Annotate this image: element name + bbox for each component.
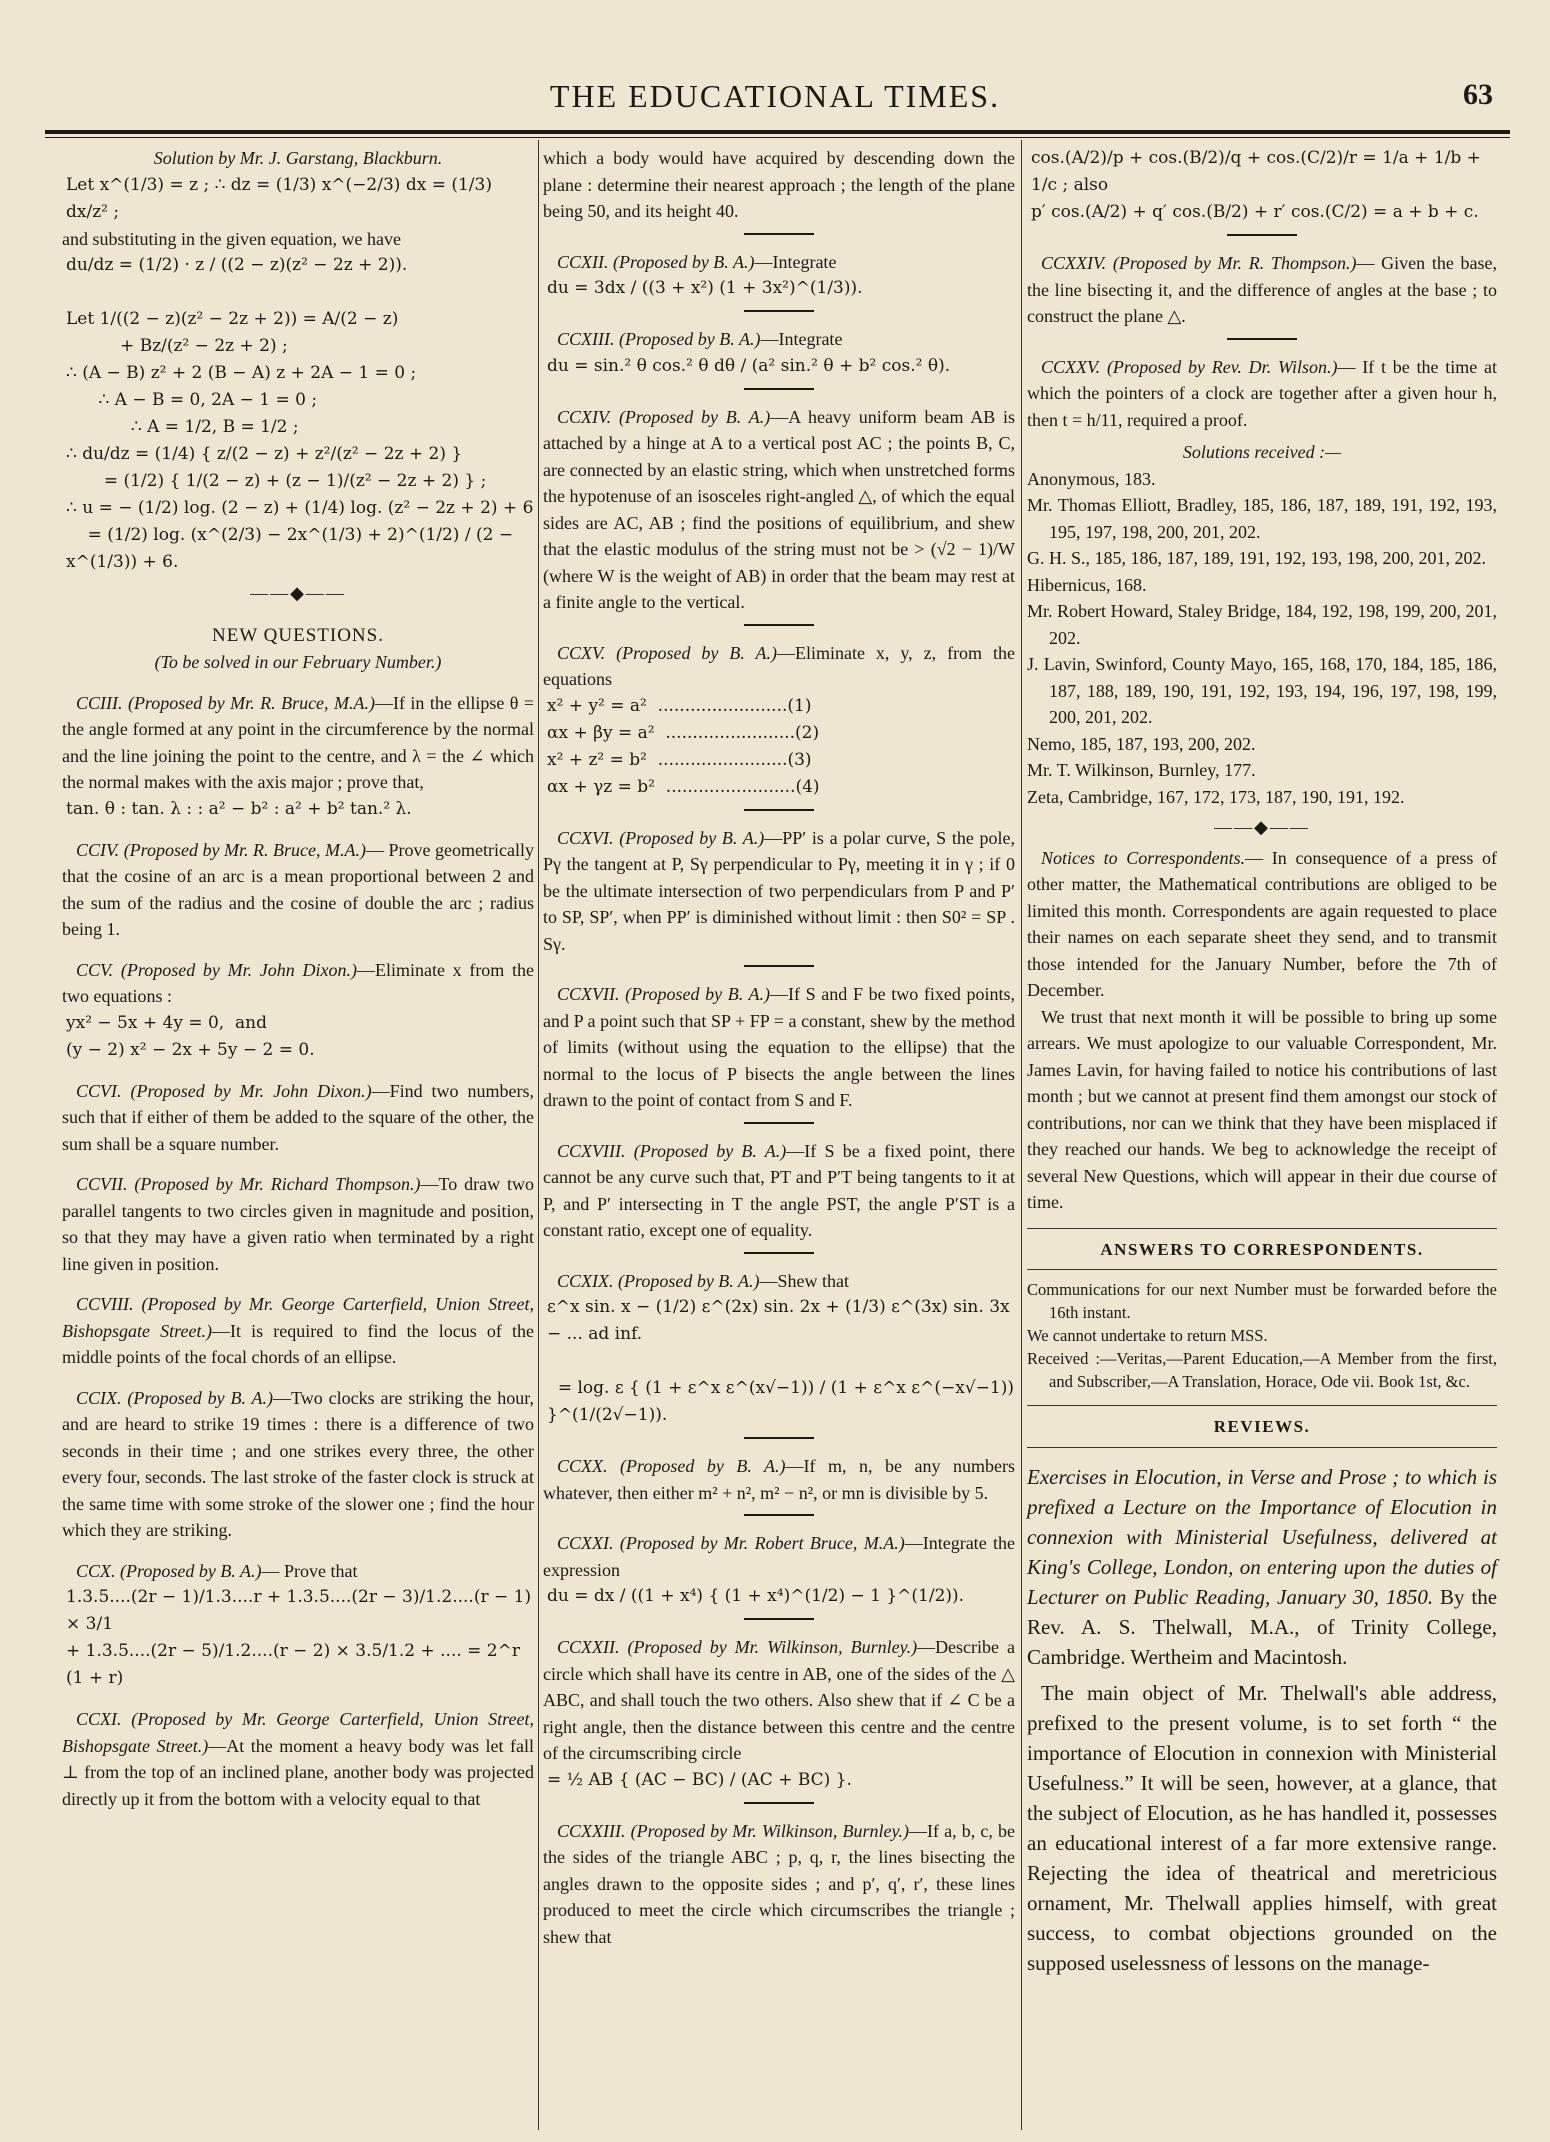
- divider: [1227, 338, 1297, 340]
- divider: [744, 1802, 814, 1804]
- reviews-heading: REVIEWS.: [1213, 1417, 1311, 1436]
- question-204: [62, 837, 534, 943]
- divider: [744, 1122, 814, 1124]
- question-heading: CCXVI. (Proposed by B. A.): [557, 827, 765, 848]
- question-heading: CCV. (Proposed by Mr. John Dixon.): [76, 959, 357, 980]
- question-218: [543, 1138, 1015, 1244]
- question-heading: CCXV. (Proposed by B. A.): [557, 642, 777, 663]
- question-heading: CCIV. (Proposed by Mr. R. Bruce, M.A.): [76, 839, 367, 860]
- solution-heading: Solution by Mr. J. Garstang, Blackburn.: [153, 148, 443, 168]
- question-text: —If S and F be two fixed points, and P a point such that SP + FP = a constant, shew by the method of limits (without using the equation to the ellipse) that the normal to the locus of P bisects the angle between the lines drawn to the point of contact from S and F.: [543, 984, 1015, 1110]
- question-220: [543, 1453, 1015, 1506]
- header-rule-thin: [45, 137, 1510, 138]
- question-heading: CCXIII. (Proposed by B. A.): [557, 329, 761, 349]
- question-heading: CCIX. (Proposed by B. A.): [76, 1387, 274, 1408]
- divider: [744, 1514, 814, 1516]
- question-text: —Integrate: [760, 329, 843, 349]
- question-text: —At the moment a heavy body was let fall ⊥ from the top of an inclined plane, another body was projected directly up it from the bottom with a velocity equal to that: [62, 1735, 535, 1809]
- question-212: [543, 249, 1015, 276]
- column-divider: [538, 140, 539, 2130]
- question-text: —Find two numbers, such that if either of them be added to the square of the other, the sum shall be a square number.: [62, 1080, 534, 1154]
- question-heading: CCVIII. (Proposed by Mr. George Carterfield, Union Street, Bishopsgate Street.): [62, 1294, 534, 1341]
- question-heading: CCVI. (Proposed by Mr. John Dixon.): [76, 1080, 372, 1101]
- question-text: —If a, b, c, be the sides of the triangle ABC ; p, q, r, the lines bisecting the angles drawn to the opposite sides ; and p′, q′, r′, these lines produced to meet the circle which circumscribes the triangle ; shew that: [543, 1820, 1015, 1947]
- question-225: [1027, 354, 1497, 434]
- divider: [744, 1618, 814, 1620]
- question-221: [543, 1530, 1015, 1583]
- question-206: [62, 1078, 534, 1158]
- question-heading: CCXXI. (Proposed by Mr. Robert Bruce, M.A.): [557, 1533, 905, 1553]
- question-heading: CCXII. (Proposed by B. A.): [557, 251, 755, 272]
- question-text: — Prove that: [261, 1560, 358, 1581]
- solutions-entry: J. Lavin, Swinford, County Mayo, 165, 168, 170, 184, 185, 186, 187, 188, 189, 190, 191, 192, 193, 194, 196, 197, 198, 199, 200, 201, 202.: [1027, 654, 1497, 727]
- solution-text: and substituting in the given equation, we have: [62, 228, 401, 249]
- question-heading: CCXIV. (Proposed by B. A.): [557, 406, 771, 427]
- review-byline: By the Rev. A. S. Thelwall, M.A., of Trinity College, Cambridge. Wertheim and Macintosh.: [1027, 1584, 1498, 1669]
- question-heading: CCVII. (Proposed by Mr. Richard Thompson.): [76, 1174, 421, 1194]
- ornament-divider: ——◆——: [250, 583, 346, 603]
- header-rule: [45, 130, 1510, 134]
- question-text: —Two clocks are striking the hour, and are heard to strike 19 times : there is a difference of two seconds in their time ; and one strikes every three, the other every four, seconds. The last stroke of the faster clock is struck at the same time with some stroke of the slower one ; find the hour which they are striking.: [62, 1387, 534, 1540]
- question-219: [543, 1268, 1015, 1295]
- section-rule: [1027, 1228, 1497, 1229]
- divider: [744, 310, 814, 312]
- column-1: [62, 145, 534, 1812]
- section-rule: [1027, 1269, 1497, 1270]
- solutions-entry: Zeta, Cambridge, 167, 172, 173, 187, 190, 191, 192.: [1027, 786, 1405, 807]
- question-heading: CCXX. (Proposed by B. A.): [557, 1456, 786, 1476]
- question-211: [62, 1706, 534, 1812]
- question-224: [1027, 250, 1497, 330]
- answers-heading: ANSWERS TO CORRESPONDENTS.: [1100, 1239, 1424, 1259]
- column-2: [543, 145, 1015, 1950]
- page-number: 63: [1463, 78, 1493, 111]
- divider: [744, 233, 814, 235]
- solutions-entry: Mr. Thomas Elliott, Bradley, 185, 186, 187, 189, 191, 192, 193, 195, 197, 198, 200, 201, 202.: [1027, 495, 1497, 542]
- question-heading: CCXIX. (Proposed by B. A.): [557, 1270, 760, 1291]
- divider: [744, 388, 814, 390]
- question-203: [62, 690, 534, 796]
- answers-entry: Communications for our next Number must be forwarded before the 16th instant.: [1027, 1280, 1497, 1322]
- solutions-entry: Mr. Robert Howard, Staley Bridge, 184, 192, 198, 199, 200, 201, 202.: [1027, 601, 1497, 648]
- question-213: [543, 326, 1015, 353]
- question-223: [543, 1818, 1015, 1951]
- question-205: [62, 957, 534, 1010]
- question-223-math: cos.(A/2)/p + cos.(B/2)/q + cos.(C/2)/r = 1/a + 1/b + 1/c ; also p′ cos.(A/2) + q′ cos.(B/2) + r′ cos.(C/2) = a + b + c.: [1031, 148, 1481, 222]
- divider: [744, 1252, 814, 1254]
- solutions-entry: Anonymous, 183.: [1027, 468, 1156, 489]
- question-text: —If in the ellipse θ = the angle formed at any point in the circumference by the normal and the line joining the point to the centre, and λ = the ∠ which the normal makes with the axis major ; prove that,: [62, 692, 534, 792]
- question-214: [543, 404, 1015, 616]
- notices-text: — In consequence of a press of other matter, the Mathematical contributions are obliged to be limited this month. Correspondents are again requested to place their names on each separate sheet they send, and to transmit those intended for the January Number, before the 7th of December.: [1027, 847, 1497, 1000]
- review-title-text: Exercises in Elocution, in Verse and Prose ; to which is prefixed a Lecture on the Importance of Elocution in connexion with Ministerial Usefulness, delivered at King's College, London, on entering upon the duties of Lecturer on Public Reading, January 30, 1850.: [1027, 1464, 1497, 1609]
- solutions-entry: Hibernicus, 168.: [1027, 574, 1147, 595]
- divider: [744, 1437, 814, 1439]
- question-heading: CCIII. (Proposed by Mr. R. Bruce, M.A.): [76, 692, 375, 713]
- question-math: ε^x sin. x − (1/2) ε^(2x) sin. 2x + (1/3) ε^(3x) sin. 3x − ... ad inf. = log. ε { (1 + ε^x ε^(x√−1)) / (1 + ε^x ε^(−x√−1)) }^(1/(2√−1)).: [547, 1297, 1014, 1425]
- question-math: tan. θ : tan. λ : : a² − b² : a² + b² tan.² λ.: [66, 798, 412, 819]
- question-text: — Prove geometrically that the cosine of an arc is a mean proportional between 2 and the sum of the radius and the cosine of double the arc ; radius being 1.: [62, 839, 535, 939]
- solutions-entry: G. H. S., 185, 186, 187, 189, 191, 192, 193, 198, 200, 201, 202.: [1027, 548, 1487, 568]
- solutions-entry: Mr. T. Wilkinson, Burnley, 177.: [1027, 760, 1256, 780]
- publication-title: THE EDUCATIONAL TIMES.: [549, 78, 1001, 114]
- column-3: [1027, 145, 1497, 1978]
- solutions-entry: Nemo, 185, 187, 193, 200, 202.: [1027, 733, 1256, 754]
- answers-entry: Received :—Veritas,—Parent Education,—A Member from the first, and Subscriber,—A Translation, Horace, Ode vii. Book 1st, &c.: [1027, 1349, 1497, 1391]
- solution-math-2: du/dz = (1/2) · z / ((2 − z)(z² − 2z + 2)). Let 1/((2 − z)(z² − 2z + 2)) = A/(2 − z) + Bz/(z² − 2z + 2) ; ∴ (A − B) z² + 2 (B − A) z + 2A − 1 = 0 ; ∴ A − B = 0, 2A − 1 = 0 ; ∴ A = 1/2, B = 1/2 ; ∴ du/dz = (1/4) { z/(2 − z) + z²/(z² − 2z + 2) } = (1/2) { 1/(2 − z) + (z − 1)/(z² − 2z + 2) } ; ∴ u = − (1/2) log. (2 − z) + (1/4) log. (z² − 2z + 2) + 6 = (1/2) log. (x^(2/3) − 2x^(1/3) + 2)^(1/2) / (2 − x^(1/3)) + 6.: [66, 255, 534, 572]
- question-heading: CCXVII. (Proposed by B. A.): [557, 984, 771, 1004]
- question-math: du = 3dx / ((3 + x²) (1 + 3x²)^(1/3)).: [547, 278, 863, 298]
- question-text: — Given the base, the line bisecting it, and the difference of angles at the base ; to construct the plane △.: [1027, 253, 1497, 326]
- masthead: [45, 78, 1505, 126]
- new-questions-heading: NEW QUESTIONS.: [212, 624, 384, 646]
- question-text: —If S be a fixed point, there cannot be any curve such that, PT and P′T being tangents to it at P, and P′ intersecting in T the angle PST, the angle P′ST is a constant ratio, except one of equality.: [543, 1140, 1015, 1240]
- question-text: —It is required to find the locus of the middle points of the focal chords of an ellipse.: [62, 1320, 534, 1367]
- question-text: —Describe a circle which shall have its centre in AB, one of the sides of the △ ABC, and shall touch the two others. Also shew that if ∠ C be a right angle, then the distance between this centre and the centre of the circumscribing circle: [543, 1637, 1015, 1763]
- section-rule: [1027, 1447, 1497, 1448]
- question-heading: CCX. (Proposed by B. A.): [76, 1560, 262, 1581]
- question-heading: CCXVIII. (Proposed by B. A.): [557, 1140, 787, 1161]
- divider: [744, 965, 814, 967]
- review-title: [1027, 1462, 1497, 1672]
- question-215: [543, 640, 1015, 693]
- section-rule: [1027, 1405, 1497, 1406]
- question-math: yx² − 5x + 4y = 0, and (y − 2) x² − 2x + 5y − 2 = 0.: [66, 1012, 315, 1060]
- question-math: du = dx / ((1 + x⁴) { (1 + x⁴)^(1/2) − 1 }^(1/2)).: [547, 1586, 965, 1606]
- question-text: —To draw two parallel tangents to two circles given in magnitude and position, so that they may have a given ratio when terminated by a right line given in position.: [62, 1174, 534, 1274]
- question-209: [62, 1385, 534, 1544]
- question-text: —A heavy uniform beam AB is attached by a hinge at A to a vertical post AC ; the points B, C, are connected by an elastic string, which when unstretched forms the hypotenuse of an isosceles right-angled △, of which the equal sides are AC, AB ; find the positions of equilibrium, and shew that the elastic modulus of the string must not be > (√2 − 1)/W (where W is the weight of AB) in order that the beam may rest at a finite angle to the vertical.: [543, 406, 1015, 612]
- question-heading: CCXXIII. (Proposed by Mr. Wilkinson, Burnley.): [557, 1820, 909, 1841]
- divider: [744, 624, 814, 626]
- question-text: —Eliminate x, y, z, from the equations: [543, 642, 1016, 689]
- question-text: —PP′ is a polar curve, S the pole, Pγ the tangent at P, Sγ perpendicular to Pγ, meeting it in γ ; if 0 be the ultimate intersection of two perpendiculars from P and P′ to SP, SP′, when PP′ is diminished without limit : then S0² = SP . Sγ.: [543, 827, 1016, 954]
- question-heading: CCXXIV. (Proposed by Mr. R. Thompson.): [1041, 253, 1357, 273]
- new-questions-subheading: (To be solved in our February Number.): [154, 652, 442, 672]
- question-217: [543, 981, 1015, 1114]
- question-heading: CCXI. (Proposed by Mr. George Carterfield, Union Street, Bishopsgate Street.): [62, 1709, 534, 1756]
- question-text: — If t be the time at which the pointers of a clock are together after a given hour h, then t = h/11, required a proof.: [1027, 356, 1498, 430]
- solutions-received-heading: Solutions received :—: [1182, 442, 1342, 462]
- question-208: [62, 1291, 534, 1371]
- question-text: —If m, n, be any numbers whatever, then either m² + n², m² − n², or mn is divisible by 5.: [543, 1456, 1015, 1503]
- question-210: [62, 1558, 534, 1585]
- question-math: x² + y² = a² ........................(1) αx + βy = a² ........................(2) x² + z² = b² ........................(3) αx + γz = b² ........................(4): [547, 695, 820, 797]
- divider: [744, 809, 814, 811]
- question-math: du = sin.² θ cos.² θ dθ / (a² sin.² θ + b² cos.² θ).: [547, 355, 951, 376]
- question-text: —Shew that: [759, 1270, 849, 1291]
- continued-text: which a body would have acquired by descending down the plane : determine their nearest approach ; the length of the plane being 50, and its height 40.: [543, 148, 1015, 221]
- question-heading: CCXXV. (Proposed by Rev. Dr. Wilson.): [1041, 356, 1338, 377]
- notices-paragraph: [1027, 845, 1497, 1004]
- divider: [1227, 234, 1297, 236]
- solution-math-1: Let x^(1/3) = z ; ∴ dz = (1/3) x^(−2/3) dx = (1/3) dx/z² ;: [66, 174, 498, 222]
- column-divider: [1021, 140, 1022, 2130]
- question-math: = ½ AB { (AC − BC) / (AC + BC) }.: [547, 1769, 852, 1790]
- question-222: [543, 1634, 1015, 1767]
- question-text: —Integrate the expression: [543, 1533, 1015, 1580]
- question-text: —Integrate: [754, 251, 837, 272]
- question-heading: CCXXII. (Proposed by Mr. Wilkinson, Burnley.): [557, 1637, 918, 1657]
- answers-entry: We cannot undertake to return MSS.: [1027, 1326, 1268, 1345]
- question-216: [543, 825, 1015, 958]
- question-text: —Eliminate x from the two equations :: [62, 959, 534, 1006]
- notices-heading: Notices to Correspondents.: [1041, 847, 1246, 868]
- question-207: [62, 1171, 534, 1277]
- ornament-divider: ——◆——: [1214, 817, 1310, 837]
- review-body: The main object of Mr. Thelwall's able address, prefixed to the present volume, is to set forth “ the importance of Elocution in connexion with Ministerial Usefulness.” It will be seen, however, at a glance, that the subject of Elocution, as he has handled it, possesses an educational interest of a far more extensive range. Rejecting the idea of theatrical and meretricious ornament, Mr. Thelwall applies himself, with great success, to combat objections grounded on the supposed uselessness of lessons on the manage-: [1027, 1680, 1497, 1975]
- notices-paragraph-2: We trust that next month it will be possible to bring up some arrears. We must apologize to our valuable Correspondent, Mr. James Lavin, for having failed to notice his contributions of last month ; but we cannot at present find them amongst our stock of contributions, nor can we think that they have been misplaced if they reached our hands. We beg to acknowledge the receipt of several New Questions, which will appear in their due course of time.: [1027, 1006, 1497, 1212]
- question-math: 1.3.5....(2r − 1)/1.3....r + 1.3.5....(2r − 3)/1.2....(r − 1) × 3/1 + 1.3.5....(2r − 5)/1.2....(r − 2) × 3.5/1.2 + .... = 2^r (1 + r): [66, 1587, 532, 1688]
